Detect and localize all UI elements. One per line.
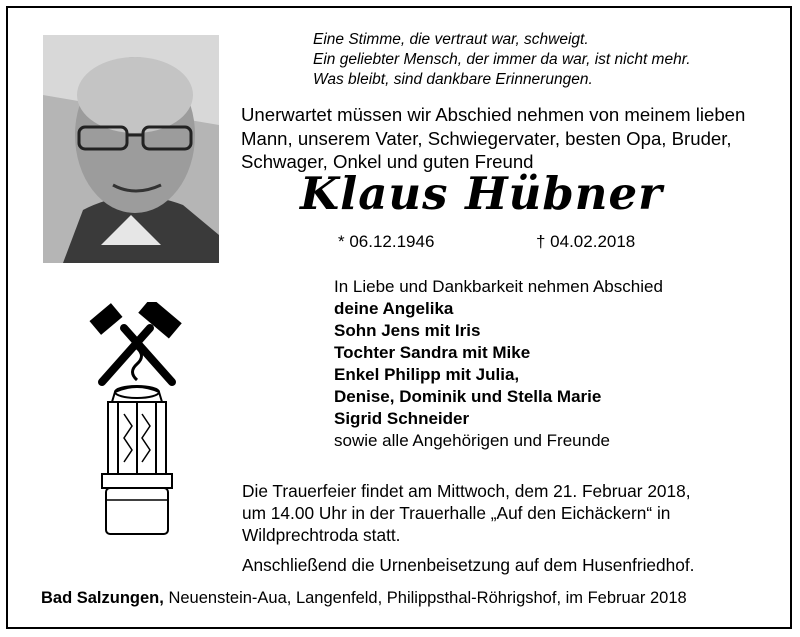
announcement-text [241,103,771,174]
mourners-list [334,276,774,452]
quote-line: Was bleibt, sind dankbare Erinnerungen. [313,71,593,88]
mourner-name: Sigrid Schneider [334,409,470,428]
announcement-line: Unerwartet müssen wir Abschied nehmen von meinem lieben [241,104,746,125]
mourners-closing: sowie alle Angehörigen und Freunde [334,431,610,450]
hammer-and-pick-miners-lamp-icon [80,302,194,542]
mourner-name: Enkel Philipp mit Julia, [334,365,520,384]
service-line: um 14.00 Uhr in der Trauerhalle „Auf den Eichäckern“ in [242,503,671,523]
deceased-name: Klaus Hübner [300,167,663,220]
service-line: Wildprechtroda statt. [242,525,401,545]
quote-line: Eine Stimme, die vertraut war, schweigt. [313,31,589,48]
burial-line: Anschließend die Urnenbeisetzung auf dem Husenfriedhof. [242,555,695,575]
footer-place: Bad Salzungen, [41,589,164,607]
funeral-details [242,480,774,576]
mourner-name: Tochter Sandra mit Mike [334,343,531,362]
mourners-heading: In Liebe und Dankbarkeit nehmen Abschied [334,277,663,296]
service-line: Die Trauerfeier findet am Mittwoch, dem 21. Februar 2018, [242,481,691,501]
announcement-line: Mann, unserem Vater, Schwiegervater, besten Opa, Bruder, [241,127,732,149]
quote-line: Ein geliebter Mensch, der immer da war, ist nicht mehr. [313,51,691,68]
announcement-line: Schwager, Onkel und guten Freund [241,151,534,172]
memorial-quote [313,30,773,90]
birth-date: * 06.12.1946 [338,232,435,251]
portrait-photo [43,35,219,263]
mourner-name: deine Angelika [334,299,454,318]
footer-places-date: Neuenstein-Aua, Langenfeld, Philippsthal-Röhrigshof, im Februar 2018 [163,589,687,607]
footer-locations [41,587,781,609]
mourner-name: Denise, Dominik und Stella Marie [334,387,602,406]
mourner-name: Sohn Jens mit Iris [334,321,481,340]
death-date: † 04.02.2018 [536,232,636,251]
